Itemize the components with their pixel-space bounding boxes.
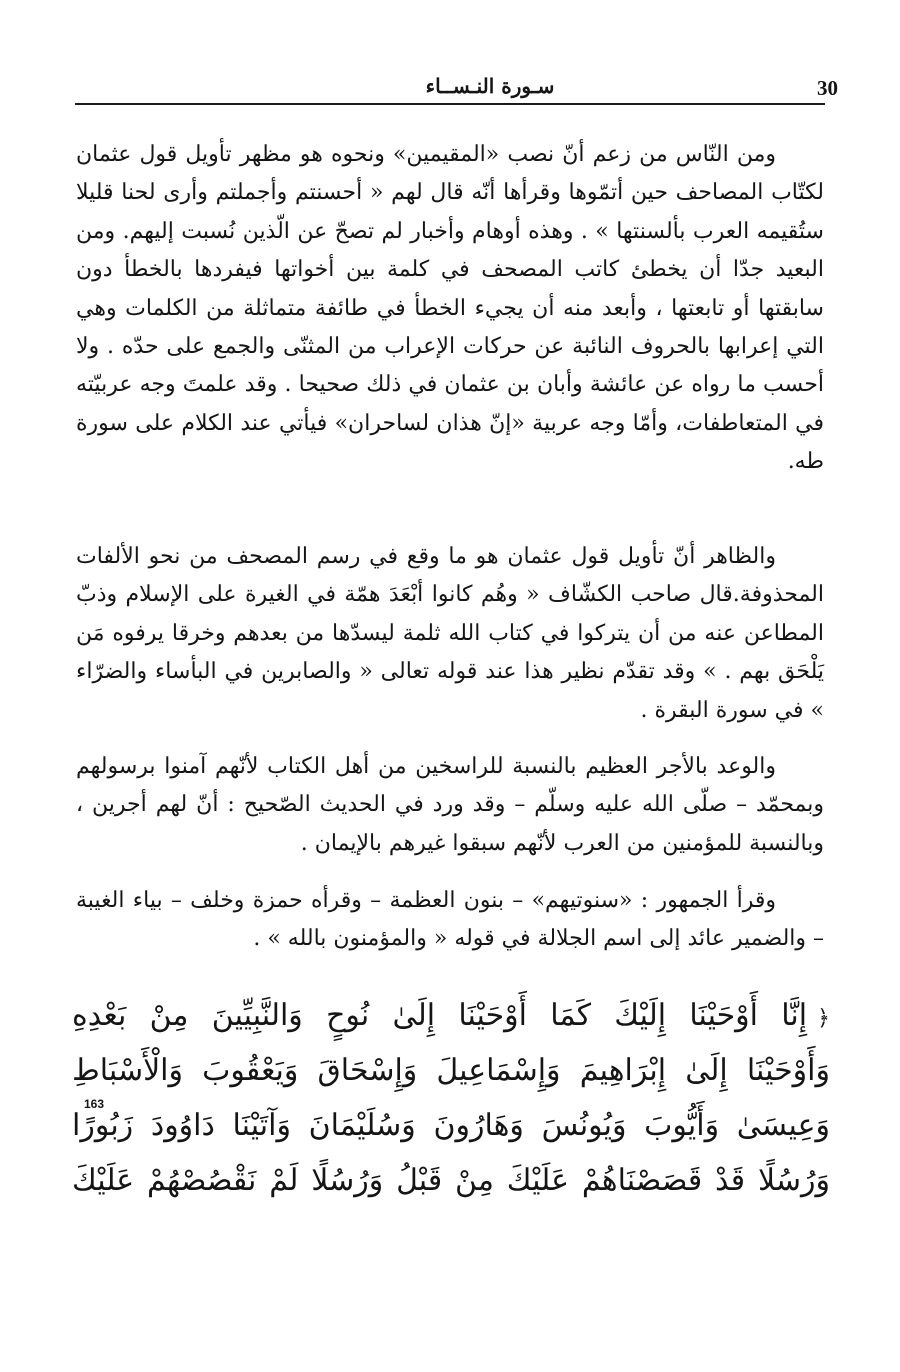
commentary-text (76, 136, 824, 962)
paragraph-1-text: ومن النّاس من زعم أنّ نصب «المقيمين» ونحوه هو مظهر تأويل قول عثمان لكتّاب المصاحف حين أتمّوها وقرأها أنّه قال لهم « أحسنتم وأجملتم وأرى لحنا قليلا ستُقيمه العرب بألسنتها » . وهذه أوهام وأخبار لم تصحّ عن الّذين نُسبت إليهم. ومن البعيد جدّا أن يخطئ كاتب المصحف في كلمة بين أخواتها فيفردها بالخطأ دون سابقتها أو تابعتها ، وأبعد منه أن يجيء الخطأ في طائفة متماثلة من الكلمات وهي التي إعرابها بالحروف النائبة عن حركات الإعراب من المثنّى والجمع على حدّه . ولا أحسب ما رواه عن عائشة وأبان بن عثمان في ذلك صحيحا . وقد علمتَ وجه عربيّته في المتعاطفات، وأمّا وجه عربية «إنّ هذان لساحران» فيأتي عند الكلام على سورة طه. (76, 142, 824, 475)
page-number: 30 (817, 76, 838, 100)
paragraph-1 (76, 136, 824, 520)
verse-open-bracket-icon: ﴿ (817, 1006, 830, 1031)
verse-number: 163 (84, 1097, 105, 1111)
paragraph-2-text: والظاهر أنّ تأويل قول عثمان هو ما وقع في رسم المصحف من نحو الألفات المحذوفة.قال صاحب الكشّاف « وهُم كانوا أبْعَدَ همّة في الغيرة على الإسلام وذبّ المطاعن عنه من أن يتركوا في كتاب الله ثلمة ليسدّها من بعدهم وخرقا يرفوه مَن يَلْحَق بهم . » وقد تقدّم نظير هذا عند قوله تعالى « والصابرين في البأساء والضرّاء » في سورة البقرة . (76, 544, 824, 723)
paragraph-4-text: وقرأ الجمهور : «سنوتيهم» – بنون العظمة – وقرأه حمزة وخلف – بياء الغيبة – والضمير عائد إلى اسم الجلالة في قوله « والمؤمنون بالله » . (76, 888, 824, 952)
verse-line-1-text: إِنَّا أَوْحَيْنَا إِلَيْكَ كَمَا أَوْحَيْنَا إِلَىٰ نُوحٍ وَالنَّبِيِّينَ مِنْ بَعْدِهِ (72, 998, 808, 1033)
page-header (75, 72, 838, 104)
verse-line-4-text: وَرُسُلًا قَدْ قَصَصْنَاهُمْ عَلَيْكَ مِنْ قَبْلُ وَرُسُلًا لَمْ نَقْصُصْهُمْ عَلَيْكَ (72, 1163, 830, 1198)
header-divider (75, 103, 825, 105)
paragraph-3-text: والوعد بالأجر العظيم بالنسبة للراسخين من أهل الكتاب لأنّهم آمنوا برسولهم وبمحمّد – صلّى الله عليه وسلّم – وقد ورد في الحديث الصّحيح : أنّ لهم أجرين ، وبالنسبة للمؤمنين من العرب لأنّهم سبقوا غيرهم بالإيمان . (76, 754, 824, 856)
quran-verse (72, 988, 830, 1208)
verse-line-2 (72, 1043, 830, 1098)
verse-line-4 (72, 1153, 830, 1208)
paragraph-3 (76, 748, 824, 864)
verse-line-3-text: وَعِيسَىٰ وَأَيُّوبَ وَيُونُسَ وَهَارُونَ وَسُلَيْمَانَ وَآتَيْنَا دَاوُودَ زَبُورًا (72, 1108, 830, 1143)
running-title: سـورة النـســاء (425, 74, 555, 98)
paragraph-2 (76, 538, 824, 730)
verse-line-3 (72, 1098, 830, 1153)
verse-line-2-text: وَأَوْحَيْنَا إِلَىٰ إِبْرَاهِيمَ وَإِسْمَاعِيلَ وَإِسْحَاقَ وَيَعْقُوبَ وَالْأَسْبَاطِ (72, 1053, 830, 1088)
paragraph-4 (76, 882, 824, 962)
verse-line-1 (72, 988, 830, 1043)
